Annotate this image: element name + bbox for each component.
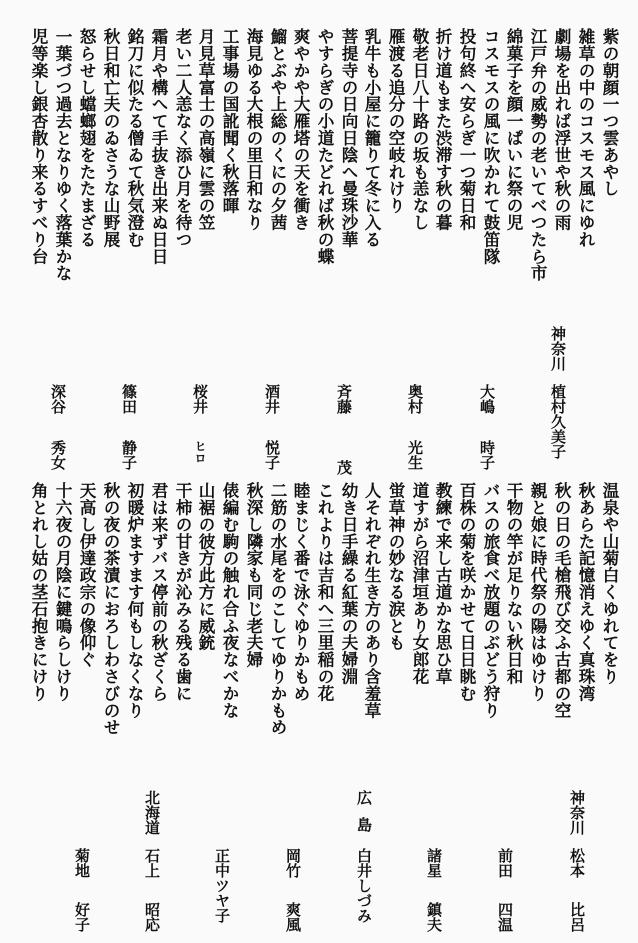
haiku-line: 百株の菊を咲かせて日日眺む — [457, 482, 477, 702]
haiku-line: 児等楽し銀杏散り来るすべり台 — [29, 28, 49, 265]
haiku-line: 俵編む駒の触れ合ふ夜なべかな — [220, 482, 240, 719]
haiku-line: コスモスの風に吹かれて鼓笛隊 — [481, 28, 501, 265]
haiku-line: 秋あらた記憶消えゆく真珠湾 — [576, 482, 596, 702]
haiku-line: 幼き日手繰る紅葉の夫婦淵 — [339, 482, 359, 685]
haiku-line: 乳牛も小屋に籠りて冬に入る — [362, 28, 382, 248]
haiku-line: 霜月や構へて手抜き出来ぬ日日 — [149, 28, 169, 265]
author-surname: 松本 — [568, 848, 586, 878]
haiku-line: 菩提寺の日向日陰へ曼珠沙華 — [339, 28, 359, 248]
top-author-row — [0, 326, 638, 475]
haiku-line: これよりは吉和へ三里稲の花 — [315, 482, 335, 702]
author-surname: 斉藤 — [335, 384, 353, 414]
author-prefecture: 広島 — [355, 790, 373, 844]
author-given-name: ヒロ — [193, 440, 207, 464]
author-surname: 酒井 — [263, 384, 281, 414]
haiku-line: 初暖炉ますます何もしなくなり — [125, 482, 145, 719]
haiku-line: 干物の竿が足りない秋日和 — [504, 482, 524, 685]
haiku-line: 秋日和亡夫のゐさうな山野展 — [101, 28, 121, 248]
haiku-line: 君は来ずバス停前の秋ざくら — [149, 482, 169, 702]
haiku-line: 雁渡る追分の空岐れけり — [386, 28, 406, 214]
haiku-line: 天高し伊達政宗の像仰ぐ — [77, 482, 97, 668]
author-name: 正中ツヤ子 — [213, 848, 231, 923]
haiku-line: 二筋の水尾をのこしてゆりかもめ — [268, 482, 288, 736]
haiku-line: 干柿の甘きが沁みる残る歯に — [173, 482, 193, 702]
haiku-line: 江戸弁の威勢の老いてべつたら市 — [528, 28, 548, 282]
author-given-name: 静子 — [120, 440, 138, 470]
author-surname: 篠田 — [120, 384, 138, 414]
author-surname: 前田 — [496, 848, 514, 878]
haiku-line: 山裾の彼方此方に威銃 — [196, 482, 216, 651]
haiku-line: 綿菓子を顔一ぱいに祭の児 — [504, 28, 524, 231]
haiku-line: 一葉づつ過去となりゆく落葉かな — [53, 28, 73, 282]
haiku-line: 劇場を出れば浮世や秋の雨 — [552, 28, 572, 231]
haiku-line: 秋深し隣家も同じ老夫婦 — [244, 482, 264, 668]
haiku-line: 銘刀に似たる僧ゐて秋気澄む — [125, 28, 145, 248]
author-surname: 石上 — [143, 848, 161, 878]
author-surname: 大嶋 — [478, 384, 496, 414]
haiku-line: 海見ゆる大根の里日和なり — [244, 28, 264, 231]
haiku-line: 秋の日の毛槍飛び交ふ古都の空 — [552, 482, 572, 719]
author-given-name: 光生 — [406, 440, 424, 470]
author-surname: 深谷 — [49, 384, 67, 414]
author-surname: 諸星 — [425, 848, 443, 878]
author-given-name: 好子 — [73, 902, 91, 932]
haiku-line: 爽やかや大雁塔の天を衝き — [291, 28, 311, 231]
haiku-line: 折け道もまた渋滞す秋の暮 — [433, 28, 453, 231]
haiku-line: 十六夜の月陰に鍵鳴らしけり — [53, 482, 73, 702]
bottom-author-row — [0, 790, 638, 940]
author-prefecture: 神奈川 — [549, 326, 567, 371]
haiku-line: 老い二人恙なく添ひ月を待つ — [173, 28, 193, 248]
haiku-line: やすらぎの小道たどれば秋の蝶 — [315, 28, 335, 265]
haiku-line: 紫の朝顔一つ雲あやし — [600, 28, 620, 197]
author-given-name: 昭応 — [143, 902, 161, 932]
haiku-line: 教練で来し古道かな思ひ草 — [433, 482, 453, 685]
author-name: 白井しづみ — [355, 848, 373, 923]
author-given-name: 秀女 — [49, 440, 67, 470]
haiku-line: 睦まじく番で泳ぐゆりかもめ — [291, 482, 311, 702]
haiku-line: 角とれし姑の茎石抱きにけり — [29, 482, 49, 702]
author-prefecture: 北海道 — [143, 790, 161, 835]
haiku-line: 道すがら沼津垣あり女郎花 — [410, 482, 430, 685]
author-surname: 奥村 — [406, 384, 424, 414]
author-given-name: 時子 — [478, 440, 496, 470]
author-given-name: 比呂 — [568, 902, 586, 932]
haiku-line: 秋の夜の茶漬におろしわさびのせ — [101, 482, 121, 736]
author-surname: 桜井 — [191, 384, 209, 414]
author-name: 植村久美子 — [549, 384, 567, 459]
author-given-name: 鎮夫 — [425, 902, 443, 932]
author-given-name: 悦子 — [263, 440, 281, 470]
haiku-line: 敬老日八十路の坂も恙なし — [410, 28, 430, 231]
author-given-name: 爽風 — [284, 902, 302, 932]
author-prefecture: 神奈川 — [568, 790, 586, 835]
haiku-line: 月見草富士の高嶺に雲の笠 — [196, 28, 216, 231]
haiku-line: 雑草の中のコスモス風にゆれ — [576, 28, 596, 248]
haiku-line: 温泉や山菊白くゆれてをり — [600, 482, 620, 685]
haiku-line: 工事場の国訛聞く秋落暉 — [220, 28, 240, 214]
author-surname: 菊地 — [73, 848, 91, 878]
author-given-name: 四温 — [496, 902, 514, 932]
haiku-line: 鰡とぶや上総のくにの夕茜 — [268, 28, 288, 231]
haiku-line: バスの旅食べ放題のぶどう狩り — [481, 482, 501, 719]
haiku-line: 投句終へ安らぎ一つ菊日和 — [457, 28, 477, 231]
author-surname: 岡竹 — [284, 848, 302, 878]
haiku-line: 蛍草神の妙なる涙とも — [386, 482, 406, 651]
haiku-line: 人それぞれ生き方のあり含羞草 — [362, 482, 382, 719]
haiku-line: 親と娘に時代祭の陽はゆけり — [528, 482, 548, 702]
haiku-line: 怒らせし蟷螂翅をたたまざる — [77, 28, 97, 248]
author-given-name: 茂 — [335, 460, 353, 475]
